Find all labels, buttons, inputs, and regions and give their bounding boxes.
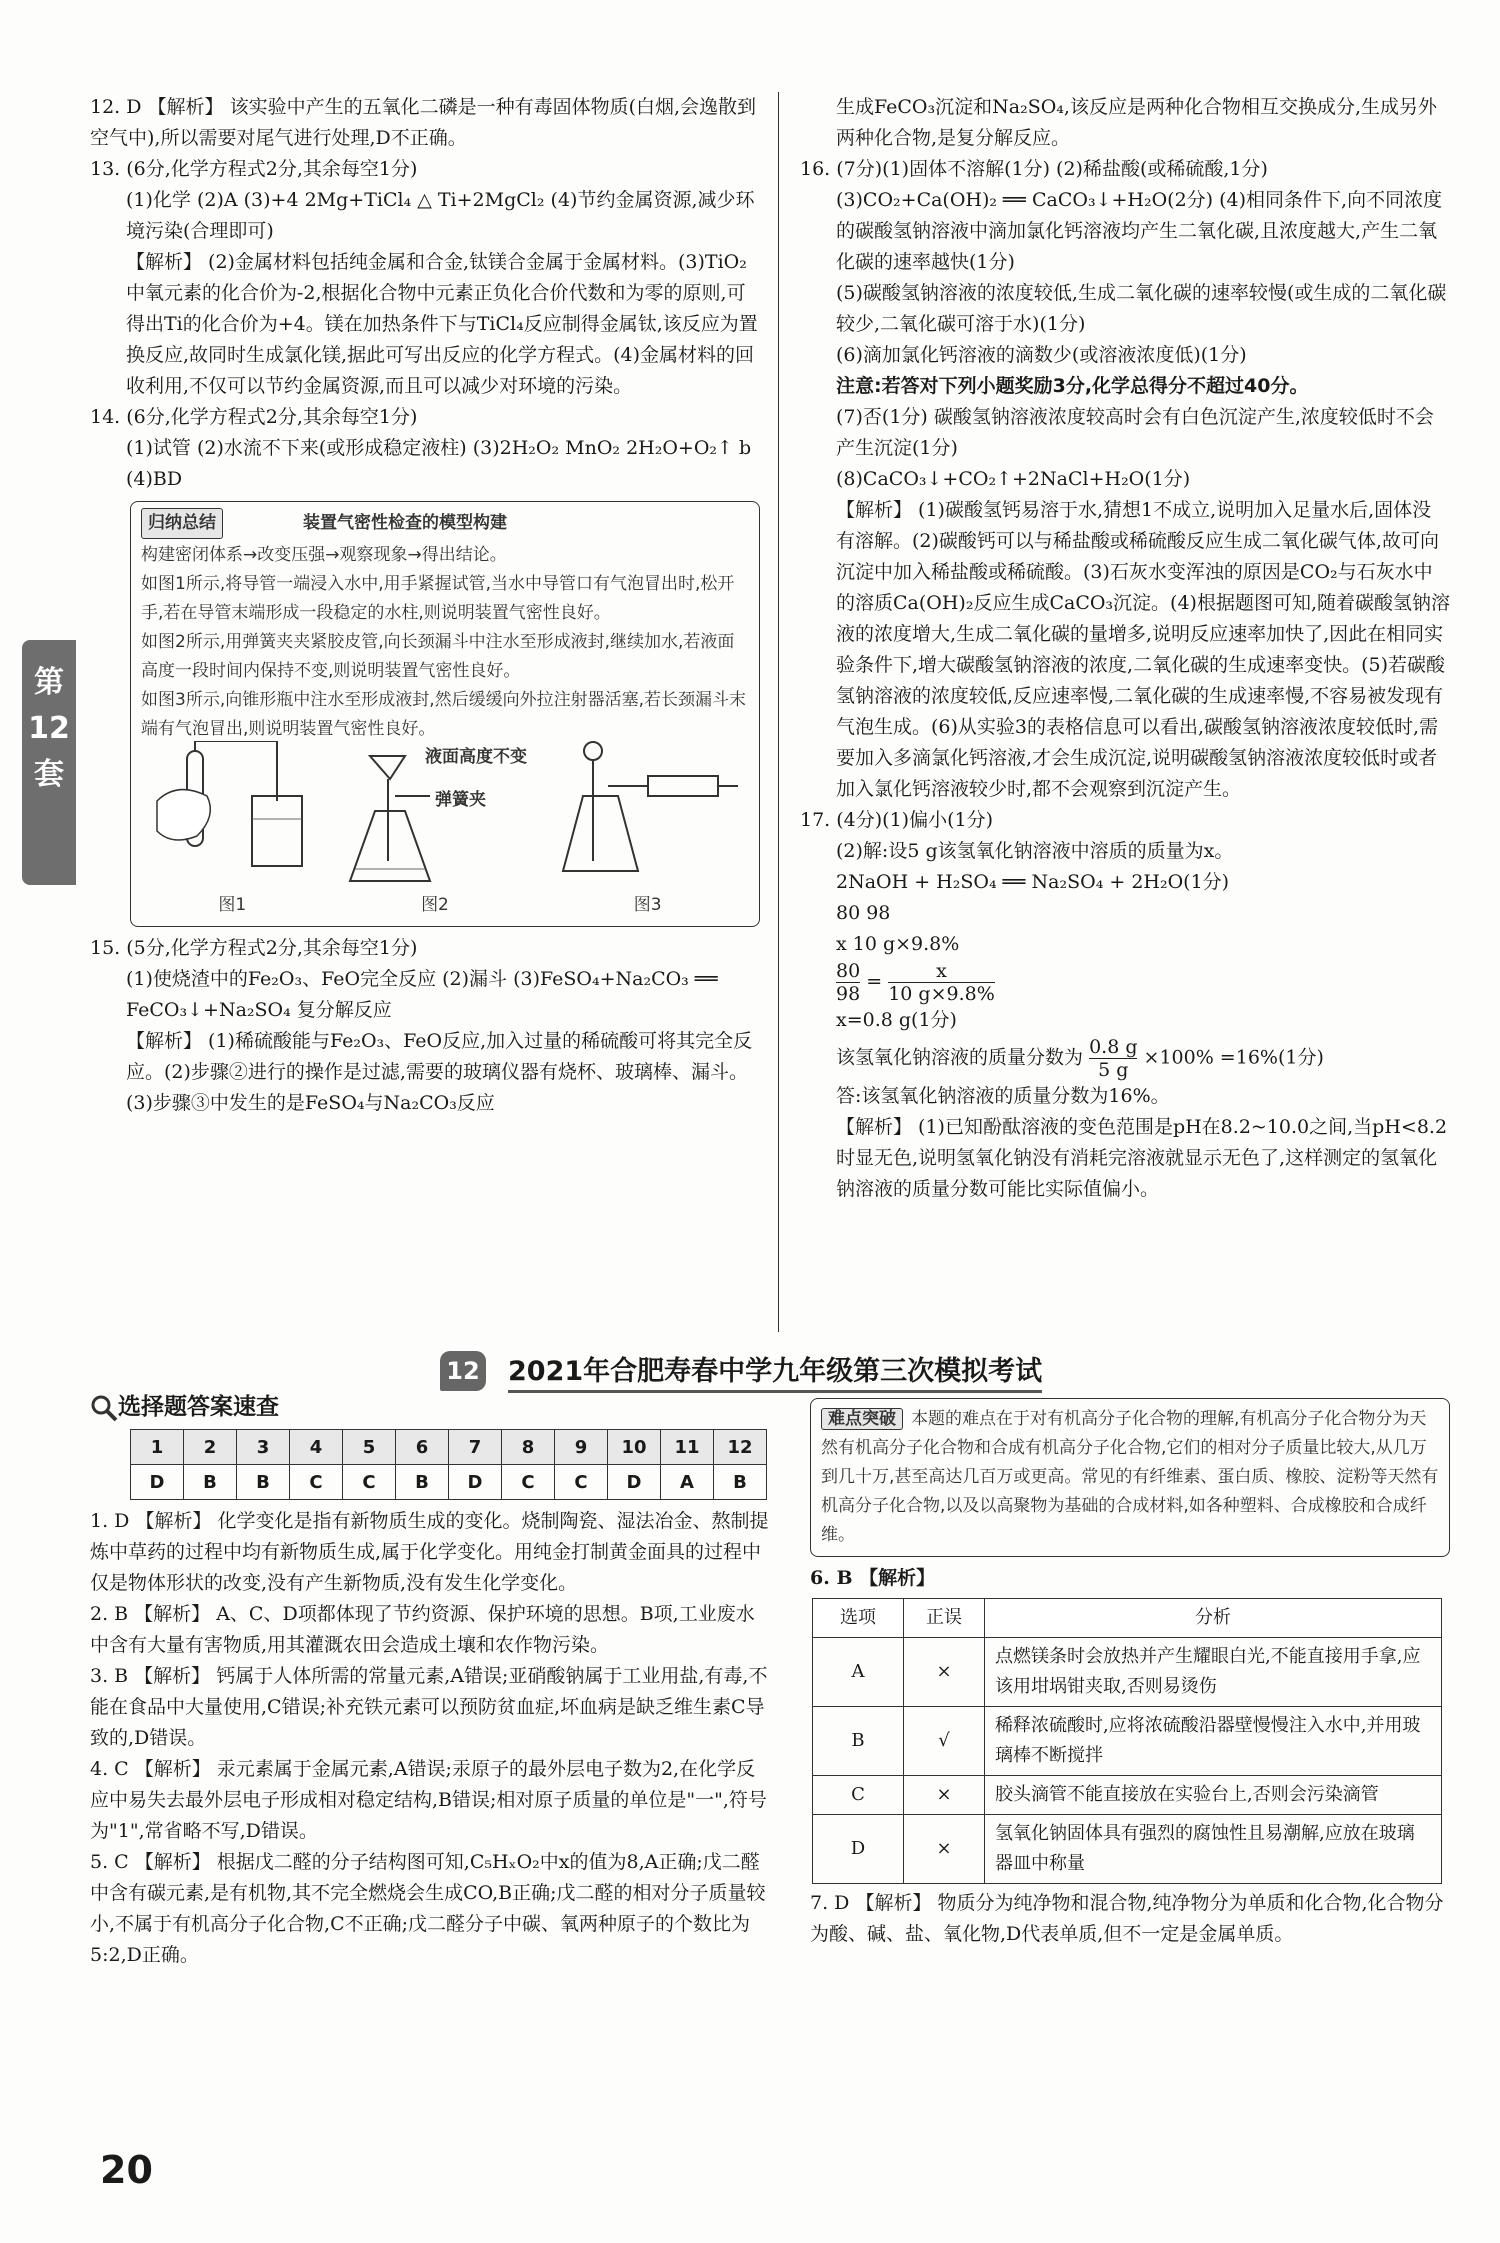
magnifier-icon [90,1394,118,1422]
bottom-right-column [810,1392,1450,1950]
difficulty-badge: 难点突破 [821,1408,903,1430]
frac2-num: 0.8 g [1089,1036,1138,1058]
figure-2-note-clip: 弹簧夹 [434,790,486,810]
row-text: 点燃镁条时会放热并产生耀眼白光,不能直接用手拿,应该用坩埚钳夹取,否则易烫伤 [985,1638,1442,1707]
table-row [813,1707,1442,1776]
frac1-num: 80 [836,960,861,982]
q6-table-header [813,1599,1442,1638]
answer-table-number-row [131,1430,767,1465]
bonus-note: 注意:若答对下列小题奖励3分,化学总得分不超过40分。 [836,375,1309,397]
answer-check-title-text: 选择题答案速查 [118,1394,279,1420]
percent-lead: 该氢氧化钠溶液的质量分数为 [836,1046,1084,1069]
mc-answer-2: 2. B 【解析】 A、C、D项都体现了节约资源、保护环境的思想。B项,工业废水中含有大量有害物质,用其灌溉农田会造成土壤和农作物污染。 [90,1603,755,1656]
answer-table-answer: C [555,1465,608,1500]
answer-table-number: 6 [396,1430,449,1465]
difficulty-box [810,1398,1450,1557]
page-number: 20 [100,2148,153,2192]
answer-table-answer: C [502,1465,555,1500]
answer-table-number: 3 [237,1430,290,1465]
answer-table-number: 1 [131,1430,184,1465]
table-row [813,1776,1442,1815]
answer-16-part8: (8)CaCO₃↓+CO₂↑+2NaCl+H₂O(1分) [836,468,1191,490]
answer-table-number: 8 [502,1430,555,1465]
mc-answer-5: 5. C 【解析】 根据戊二醛的分子结构图可知,C₅HₓO₂中x的值为8,A正确;戊二醛中含有碳元素,是有机物,其不完全燃烧会生成CO,B正确;戊二醛的相对分子质量较小,不属于有机高分子化合物,C不正确;戊二醛分子中碳、氧两种原子的个数比为5:2,D正确。 [90,1851,766,1966]
q6-head: 6. B 【解析】 [810,1567,936,1589]
row-option: C [813,1776,904,1815]
answer-14-body: (1)试管 (2)水流不下来(或形成稳定液柱) (3)2H₂O₂ MnO₂ 2H₂O+O₂↑ b (4)BD [126,437,752,490]
answer-16-analysis: 【解析】 (1)碳酸氢钙易溶于水,猜想1不成立,说明加入足量水后,固体没有溶解。(2)碳酸钙可以与稀盐酸或稀硫酸反应生成二氧化碳气体,故可向沉淀中加入稀盐酸或稀硫酸。(3)石灰水变浑浊的原因是CO₂与石灰水中的溶质Ca(OH)₂反应生成CaCO₃沉淀。(4)根据题图可知,随着碳酸氢钠溶液的浓度增大,生成二氧化碳的量增多,说明反应速率加快了,因此在相同实验条件下,增大碳酸氢钠溶液的浓度,二氧化碳的生成速率变快。(5)若碳酸氢钠溶液的浓度较低,反应速率慢,二氧化碳的生成速率慢,不容易被发现有气泡生成。(6)从实验3的表格信息可以看出,碳酸氢钠溶液浓度较低时,需要加入多滴氯化钙溶液,才会生成沉淀,说明碳酸氢钠溶液浓度较低时或者加入氯化钙溶液较少时,都不会观察到沉淀产生。 [836,499,1451,800]
frac2-tail: ×100% =16%(1分) [1143,1046,1324,1069]
row-option: A [813,1638,904,1707]
answer-table-number: 10 [608,1430,661,1465]
answer-16-part6: (6)滴加氯化钙溶液的滴数少(或溶液浓度低)(1分) [836,344,1247,366]
answer-16-part7: (7)否(1分) 碳酸氢钠溶液浓度较高时会有白色沉淀产生,浓度较低时不会产生沉淀(1分) [836,406,1434,459]
mc-answer-1: 1. D 【解析】 化学变化是指有新物质生成的变化。烧制陶瓷、湿法冶金、熬制提炼中草药的过程中均有新物质生成,属于化学变化。用纯金打制黄金面具的过程中仅是物体形状的改变,没有产生新物质,没有发生化学变化。 [90,1510,769,1594]
summary-line: 构建密闭体系→改变压强→观察现象→得出结论。 [141,545,507,565]
answer-17-solution: (2)解:设5 g该氢氧化钠溶液中溶质的质量为x。 [836,840,1234,862]
summary-line: 如图2所示,用弹簧夹夹紧胶皮管,向长颈漏斗中注水至形成液封,继续加水,若液面高度一段时间内保持不变,则说明装置气密性良好。 [141,632,735,681]
answer-15-continued: 生成FeCO₃沉淀和Na₂SO₄,该反应是两种化合物相互交换成分,生成另外两种化合物,是复分解反应。 [836,96,1437,149]
answer-table-number: 9 [555,1430,608,1465]
figure-3 [553,741,743,920]
side-tab-line2: 12 [28,711,70,746]
answer-17-analysis: 【解析】 (1)已知酚酞溶液的变色范围是pH在8.2~10.0之间,当pH<8.2时显无色,说明氢氧化钠没有消耗完溶液就显示无色了,这样测定的氢氧化钠溶液的质量分数可能比实际值偏小。 [836,1116,1448,1200]
row-option: B [813,1707,904,1776]
summary-box [130,501,760,927]
apparatus-figures [141,747,749,920]
summary-title: 装置气密性检查的模型构建 [303,513,507,533]
row-option: D [813,1815,904,1884]
frac1-den: 98 [836,983,861,1005]
answer-table-number: 11 [661,1430,714,1465]
row-mark: × [904,1638,985,1707]
table-row [813,1815,1442,1884]
row-mark: × [904,1776,985,1815]
answer-table-answer: B [184,1465,237,1500]
answer-table-answer: D [608,1465,661,1500]
exam-title: 2021年合肥寿春中学九年级第三次模拟考试 [508,1349,1042,1393]
bottom-left-column [90,1392,770,1971]
mc-answer-3: 3. B 【解析】 钙属于人体所需的常量元素,A错误;亚硝酸钠属于工业用盐,有毒,不能在食品中大量使用,C错误;补充铁元素可以预防贫血症,坏血病是缺乏维生素C导致的,D错误。 [90,1665,768,1749]
syringe-flask-illustration [553,741,743,881]
q6-analysis-table [812,1598,1442,1884]
row-text: 氢氧化钠固体具有强烈的腐蚀性且易潮解,应放在玻璃器皿中称量 [985,1815,1442,1884]
answer-16-head: 16. (7分)(1)固体不溶解(1分) (2)稀盐酸(或稀硫酸,1分) [800,158,1268,180]
answer-table-answer: B [237,1465,290,1500]
row-mark: × [904,1815,985,1884]
answer-table-answer: B [396,1465,449,1500]
answer-17-conclusion: 答:该氢氧化钠溶液的质量分数为16%。 [836,1085,1170,1107]
col-correctness: 正误 [904,1599,985,1638]
hand-test-tube-illustration [147,741,317,881]
mc-answer-7: 7. D 【解析】 物质分为纯净物和混合物,纯净物分为单质和化合物,化合物分为酸、碱、盐、氧化物,D代表单质,但不一定是金属单质。 [810,1892,1444,1945]
answer-16-part5: (5)碳酸氢钠溶液的浓度较低,生成二氧化碳的速率较慢(或生成的二氧化碳较少,二氧化碳可溶于水)(1分) [836,282,1447,335]
figure-2 [330,747,540,920]
side-tab-line3: 套 [34,757,64,792]
col-option: 选项 [813,1599,904,1638]
figure-2-label: 图2 [421,895,449,915]
answer-17-ratio-row2: x 10 g×9.8% [836,933,960,955]
frac1-rnum: x [888,960,995,983]
figure-1-label: 图1 [218,895,247,915]
col-analysis: 分析 [985,1599,1442,1638]
answer-17-proportion: $\frac{80}{98}$ = $\frac{x}{10 g\times 9.8\%}$ [836,960,995,1005]
summary-line: 如图3所示,向锥形瓶中注水至形成液封,然后缓缓向外拉注射器活塞,若长颈漏斗末端有气泡冒出,则说明装置气密性良好。 [141,690,747,739]
answer-15-body: (1)使烧渣中的Fe₂O₃、FeO完全反应 (2)漏斗 (3)FeSO₄+Na₂CO₃ ══ FeCO₃↓+Na₂SO₄ 复分解反应 [126,968,718,1021]
answer-14-head: 14. (6分,化学方程式2分,其余每空1分) [90,406,418,428]
answer-12: 12. D 【解析】 该实验中产生的五氧化二磷是一种有毒固体物质(白烟,会逸散到空气中),所以需要对尾气进行处理,D不正确。 [90,96,757,149]
answer-table-answer-row [131,1465,767,1500]
answer-13-analysis: 【解析】 (2)金属材料包括纯金属和合金,钛镁合金属于金属材料。(3)TiO₂中氧元素的化合价为-2,根据化合物中元素正负化合价代数和为零的原则,可得出Ti的化合价为+4。镁在加热条件下与TiCl₄反应制得金属钛,该反应为置换反应,故同时生成氯化镁,据此可写出反应的化学方程式。(4)金属材料的回收利用,不仅可以节约金属资源,而且可以减少对环境的污染。 [126,251,758,397]
answer-table-number: 5 [343,1430,396,1465]
difficulty-text: 本题的难点在于对有机高分子化合物的理解,有机高分子化合物分为天然有机高分子化合物和合成有机高分子化合物,它们的相对分子质量比较大,从几万到几十万,甚至高达几百万或更高。常见的有纤维素、蛋白质、橡胶、淀粉等天然有机高分子化合物,以及以高聚物为基础的合成材料,如各种塑料、合成橡胶和合成纤维。 [821,1409,1439,1545]
answer-table-answer: A [661,1465,714,1500]
answer-15-analysis: 【解析】 (1)稀硫酸能与Fe₂O₃、FeO反应,加入过量的稀硫酸可将其完全反应。(2)步骤②进行的操作是过滤,需要的玻璃仪器有烧杯、玻璃棒、漏斗。(3)步骤③中发生的是FeSO₄与Na₂CO₃反应 [126,1030,753,1114]
answer-check-title [90,1392,770,1423]
exam-number-badge: 12 [440,1351,486,1391]
row-text: 胶头滴管不能直接放在实验台上,否则会污染滴管 [985,1776,1442,1815]
right-column [800,92,1450,1342]
answer-table-number: 12 [714,1430,767,1465]
row-mark: √ [904,1707,985,1776]
exam-banner [440,1350,1130,1392]
table-row [813,1638,1442,1707]
answer-table-number: 7 [449,1430,502,1465]
answer-13-head: 13. (6分,化学方程式2分,其余每空1分) [90,158,418,180]
answer-table-answer: C [290,1465,343,1500]
mc-answer-4: 4. C 【解析】 汞元素属于金属元素,A错误;汞原子的最外层电子数为2,在化学反应中易失去最外层电子形成相对稳定结构,B错误;相对原子质量的单位是"一",符号为"1",常省略不写,D错误。 [90,1758,767,1842]
answer-16-part3-4: (3)CO₂+Ca(OH)₂ ══ CaCO₃↓+H₂O(2分) (4)相同条件下,向不同浓度的碳酸氢钠溶液中滴加氯化钙溶液均产生二氧化碳,且浓度越大,产生二氧化碳的速率越快(1分) [836,189,1443,273]
frac2-den: 5 g [1098,1059,1129,1081]
answer-13-body: (1)化学 (2)A (3)+4 2Mg+TiCl₄ △ Ti+2MgCl₂ (4)节约金属资源,减少环境污染(合理即可) [126,189,755,242]
figure-1 [147,741,317,920]
answer-table-number: 4 [290,1430,343,1465]
figure-2-note-level: 液面高度不变 [424,747,527,767]
summary-badge: 归纳总结 [141,508,223,539]
answer-table-number: 2 [184,1430,237,1465]
left-column [90,92,760,1342]
answer-17-head: 17. (4分)(1)偏小(1分) [800,809,993,831]
answer-table-answer: D [449,1465,502,1500]
side-tab-line1: 第 [34,665,64,700]
summary-line: 如图1所示,将导管一端浸入水中,用手紧握试管,当水中导管口有气泡冒出时,松开手,若在导管末端形成一段稳定的水柱,则说明装置气密性良好。 [141,574,735,623]
answer-table-answer: D [131,1465,184,1500]
answer-17-x-value: x=0.8 g(1分) [836,1009,957,1031]
answer-table-answer: B [714,1465,767,1500]
answer-17-ratio-row1: 80 98 [836,902,891,924]
frac1-rden: 10 g×9.8% [888,983,995,1005]
answer-15-head: 15. (5分,化学方程式2分,其余每空1分) [90,937,418,959]
figure-3-label: 图3 [633,895,662,915]
column-divider [778,92,779,1332]
answer-table-answer: C [343,1465,396,1500]
answer-table [130,1429,767,1500]
answer-17-equation: 2NaOH + H₂SO₄ ══ Na₂SO₄ + 2H₂O(1分) [836,871,1230,893]
funnel-flask-illustration [330,751,540,891]
side-tab [22,640,76,885]
answer-17-percent [800,1036,1450,1081]
row-text: 稀释浓硫酸时,应将浓硫酸沿器壁慢慢注入水中,并用玻璃棒不断搅拌 [985,1707,1442,1776]
